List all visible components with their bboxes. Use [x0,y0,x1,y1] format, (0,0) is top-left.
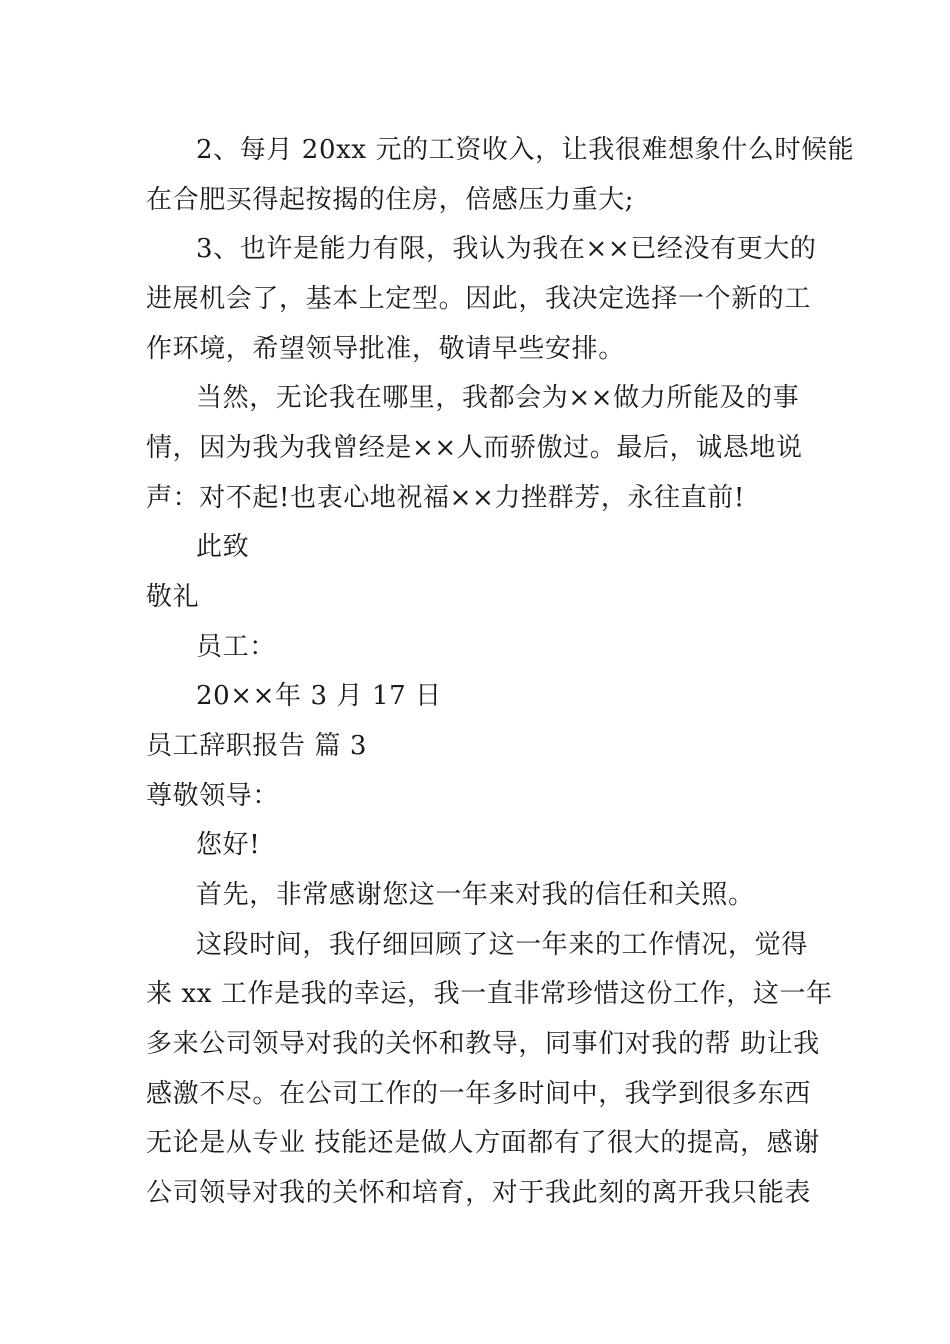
text-line: 作环境，希望领导批准，敬请早些安排。 [146,334,625,364]
section-title: 员工辞职报告 篇 3 [146,731,368,761]
text-line: 多来公司领导对我的关怀和教导，同事们对我的帮 助让我 [146,1029,820,1059]
text-line: 公司领导对我的关怀和培育，对于我此刻的离开我只能表 [146,1178,812,1208]
text-line: 2、每月 20xx 元的工资收入，让我很难想象什么时候能 [196,135,855,165]
text-line: 来 xx 工作是我的幸运，我一直非常珍惜这份工作，这一年 [146,979,833,1009]
closing-salutation: 此致 [196,532,250,562]
text-line: 感激不尽。在公司工作的一年多时间中，我学到很多东西 [146,1079,812,1109]
signature-label: 员工： [196,632,276,662]
text-line: 在合肥买得起按揭的住房，倍感压力重大; [146,185,635,215]
text-line: 无论是从专业 技能还是做人方面都有了很大的提高，感谢 [146,1128,820,1158]
closing-regards: 敬礼 [146,582,200,612]
text-line: 进展机会了，基本上定型。因此，我决定选择一个新的工 [146,284,812,314]
letter-salutation: 尊敬领导： [146,781,280,811]
text-line: 3、也许是能力有限，我认为我在××已经没有更大的 [196,234,817,264]
text-line: 首先，非常感谢您这一年来对我的信任和关照。 [196,880,755,910]
text-line: 当然，无论我在哪里，我都会为××做力所能及的事 [196,383,800,413]
text-line: 声：对不起!也衷心地祝福××力挫群芳，永往直前! [146,483,745,513]
greeting: 您好! [196,830,261,860]
letter-date: 20××年 3 月 17 日 [196,681,442,711]
text-line: 这段时间，我仔细回顾了这一年来的工作情况，觉得 [196,930,808,960]
text-line: 情，因为我为我曾经是××人而骄傲过。最后，诚恳地说 [146,433,803,463]
